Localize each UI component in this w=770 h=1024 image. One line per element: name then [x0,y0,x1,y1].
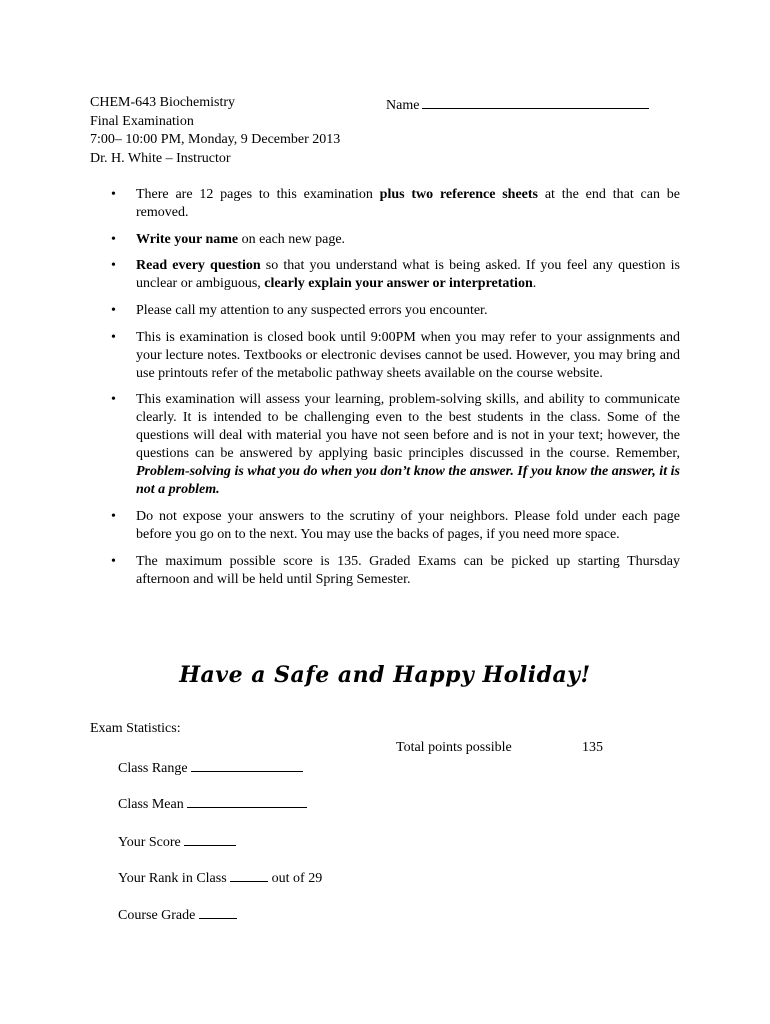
course-title: CHEM-643 Biochemistry [90,95,236,110]
your-rank-blank [230,867,268,882]
instructions-list [110,186,680,598]
class-mean-label: Class Mean [118,797,184,812]
instruction-item: • This is examination is closed book until 9:00PM when you may refer to your assignments and your lecture notes. Textbooks or electronic devises cannot be used. However, you may bring and use printouts refer of the metabolic pathway sheets available on the course website. [110,329,680,383]
class-range-blank [191,757,303,772]
instruction-item: • Do not expose your answers to the scrutiny of your neighbors. Please fold under each page before you go on to the next. You may use the backs of pages, if you need more space. [110,508,680,544]
instructor: Dr. H. White – Instructor [90,150,231,166]
rank-suffix: out of 29 [271,871,323,886]
instruction-item: • Read every question so that you understand what is being asked. If you feel any question is unclear or ambiguous, clearly explain your answer or interpretation. [110,257,680,293]
class-range-label: Class Range [118,761,188,776]
instruction-item: • Please call my attention to any suspected errors you encounter. [110,302,680,320]
class-mean-blank [187,793,307,808]
exam-title: Final Examination [90,113,194,129]
holiday-greeting: Have a Safe and Happy Holiday! [179,662,591,688]
instruction-item: • The maximum possible score is 135. Graded Exams can be picked up starting Thursday afternoon and will be held until Spring Semester. [110,553,680,589]
your-rank-row [118,867,322,888]
name-field [386,94,649,115]
instruction-item: • Write your name on each new page. [110,231,680,249]
course-grade-label: Course Grade [118,908,196,923]
exam-time: 7:00– 10:00 PM, Monday, 9 December 2013 [90,132,341,147]
your-score-blank [184,831,236,846]
instruction-item: • There are 12 pages to this examination plus two reference sheets at the end that can be removed. [110,186,680,222]
exam-statistics-title: Exam Statistics: [90,721,181,736]
course-grade-row [118,904,237,925]
your-score-label: Your Score [118,835,181,850]
class-mean-row [118,793,307,814]
your-score-row [118,831,236,852]
class-range-row [118,757,303,778]
course-grade-blank [199,904,237,919]
name-label: Name [386,98,420,113]
your-rank-label: Your Rank in Class [118,871,227,886]
total-points-value: 135 [582,740,603,755]
name-blank-line [422,94,649,109]
total-points-label: Total points possible [396,740,512,755]
instruction-item: • This examination will assess your learning, problem-solving skills, and ability to communicate clearly. It is intended to be challenging even to the best students in the class. Some of the questions will deal with material you have not seen before and is not in your text; however, the questions can be answered by applying basic principles discussed in the course. Remember, Problem-solving is what you do when you don’t know the answer. If you know the answer, it is not a problem. [110,391,680,499]
